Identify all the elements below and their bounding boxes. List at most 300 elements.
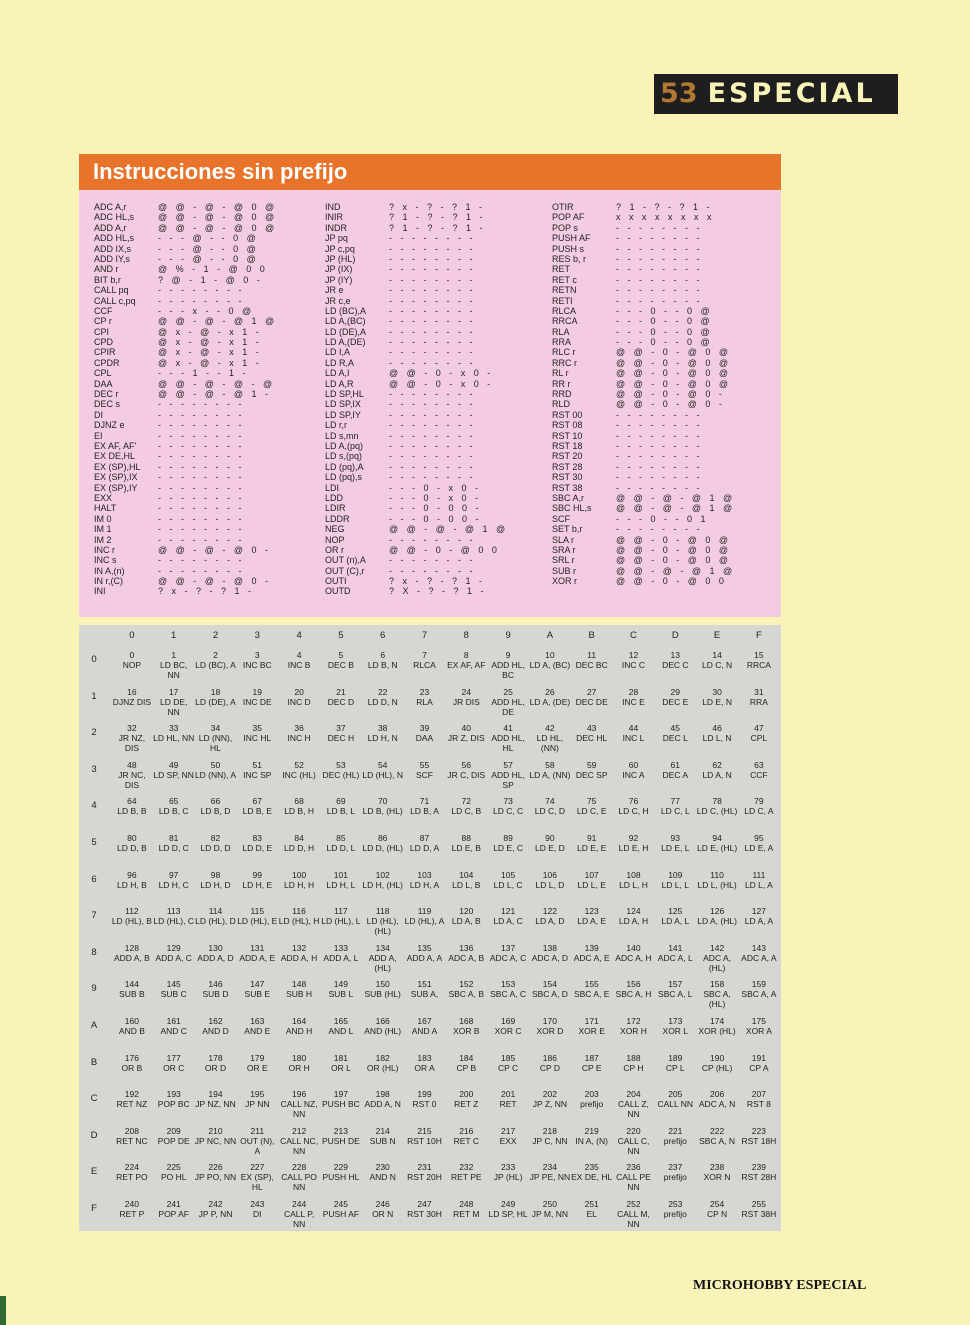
flag-values: - - - - - - - - bbox=[158, 399, 242, 410]
opcode-mnemonic: LD H, B bbox=[117, 879, 147, 890]
mnemonic: DEC r bbox=[94, 389, 119, 400]
flag-values: - - - - - - - - bbox=[158, 420, 242, 431]
opcode-cell bbox=[404, 756, 446, 793]
opcode-cell bbox=[613, 829, 655, 866]
opcode-cell bbox=[362, 975, 404, 1012]
flag-row bbox=[94, 431, 274, 441]
flag-values: - - - - - - - - bbox=[389, 233, 473, 244]
opcode-number: 126 bbox=[709, 906, 725, 917]
opcode-cell bbox=[445, 1122, 487, 1159]
opcode-cell bbox=[654, 975, 696, 1012]
flag-row bbox=[325, 451, 505, 461]
opcode-number: 147 bbox=[250, 979, 265, 990]
mnemonic: LD SP,IY bbox=[325, 409, 361, 420]
opcode-cell bbox=[362, 1049, 404, 1086]
mnemonic: NEG bbox=[325, 524, 345, 535]
opcode-cell bbox=[404, 829, 446, 866]
opcode-cell bbox=[195, 1158, 237, 1195]
opcode-number: 188 bbox=[626, 1052, 641, 1063]
opcode-cell bbox=[529, 719, 571, 756]
opcode-mnemonic: SUB N bbox=[369, 1135, 396, 1146]
opcode-mnemonic: PO HL bbox=[160, 1172, 187, 1183]
opcode-cell bbox=[571, 792, 613, 829]
opcode-cell bbox=[654, 792, 696, 829]
opcode-mnemonic: DEC (HL) bbox=[322, 769, 360, 780]
opcode-number: 245 bbox=[333, 1199, 348, 1209]
opcode-mnemonic: PUSH DE bbox=[322, 1135, 360, 1146]
column-header: 4 bbox=[296, 630, 302, 641]
opcode-mnemonic: XOR L bbox=[662, 1026, 689, 1036]
opcode-number: 217 bbox=[500, 1125, 516, 1136]
flag-values: - - - - - - - - bbox=[158, 440, 242, 451]
opcode-cell bbox=[362, 646, 404, 683]
mnemonic: IM 2 bbox=[94, 534, 112, 545]
opcode-mnemonic: INC A bbox=[622, 769, 645, 780]
opcode-mnemonic: OR H bbox=[288, 1062, 310, 1073]
opcode-mnemonic: XOR A bbox=[745, 1026, 772, 1036]
opcode-mnemonic: AND E bbox=[244, 1026, 271, 1036]
opcode-number: 115 bbox=[250, 906, 265, 917]
opcode-mnemonic: LD H, A bbox=[409, 879, 440, 890]
flag-row bbox=[325, 306, 505, 316]
opcode-cell bbox=[571, 1085, 613, 1122]
flag-row bbox=[552, 524, 732, 534]
mnemonic: XOR r bbox=[552, 576, 578, 587]
opcode-number: 59 bbox=[586, 759, 597, 770]
flag-row bbox=[325, 368, 505, 378]
mnemonic: RLC r bbox=[552, 347, 576, 358]
row-header: 4 bbox=[91, 800, 97, 812]
flag-values: @ @ - 0 - @ 0 @ bbox=[616, 357, 729, 368]
flag-row bbox=[325, 493, 505, 503]
opcode-mnemonic: PUSH BC bbox=[322, 1099, 360, 1110]
flag-row bbox=[94, 202, 274, 212]
flag-row bbox=[552, 431, 732, 441]
opcode-cell bbox=[738, 866, 780, 903]
opcode-number: 51 bbox=[252, 759, 263, 770]
opcode-cell bbox=[236, 1012, 278, 1049]
row-header: 9 bbox=[91, 983, 97, 995]
flag-values: ? 1 - ? - ? 1 - bbox=[389, 222, 483, 233]
flag-row bbox=[94, 483, 274, 493]
opcode-number: 57 bbox=[503, 759, 513, 770]
opcode-mnemonic: LD B, B bbox=[117, 806, 147, 817]
opcode-cell bbox=[613, 792, 655, 829]
opcode-mnemonic: SBC A, L bbox=[658, 989, 693, 1000]
opcode-number: 55 bbox=[419, 759, 430, 770]
opcode-mnemonic: POP AF bbox=[158, 1209, 189, 1219]
mnemonic: LDD bbox=[325, 492, 344, 503]
opcode-number: 240 bbox=[124, 1199, 139, 1209]
mnemonic: NOP bbox=[325, 534, 345, 545]
opcode-mnemonic: JP Z, NN bbox=[532, 1099, 568, 1110]
flag-row bbox=[552, 358, 732, 368]
flag-values: - - - - - - - - bbox=[389, 253, 473, 264]
flag-values: @ @ - 0 - @ 0 @ bbox=[616, 555, 729, 566]
opcode-number: 203 bbox=[584, 1089, 599, 1100]
opcode-cell bbox=[153, 756, 195, 793]
opcode-cell bbox=[654, 902, 696, 939]
flag-values: @ @ - @ - @ - @ bbox=[158, 378, 273, 389]
opcode-cell bbox=[362, 683, 404, 720]
opcode-number: 195 bbox=[250, 1089, 265, 1100]
opcode-cell bbox=[111, 866, 153, 903]
opcode-mnemonic: LD D, C bbox=[158, 843, 189, 853]
flag-row bbox=[552, 441, 732, 451]
opcode-number: 103 bbox=[417, 869, 432, 880]
mnemonic: SLA r bbox=[552, 534, 575, 545]
opcode-mnemonic: SUB L bbox=[328, 989, 354, 1000]
row-header: 7 bbox=[91, 910, 97, 922]
opcode-mnemonic: XOR (HL) bbox=[698, 1026, 736, 1036]
opcode-number: 34 bbox=[210, 723, 221, 734]
opcode-number: 248 bbox=[459, 1199, 474, 1209]
opcode-number: 134 bbox=[375, 942, 390, 953]
row-header: E bbox=[90, 1166, 98, 1178]
opcode-cell bbox=[195, 975, 237, 1012]
opcode-cell bbox=[153, 866, 195, 903]
flag-row bbox=[325, 212, 505, 222]
opcode-mnemonic: SCF bbox=[415, 769, 433, 780]
opcode-mnemonic: INC SP bbox=[243, 769, 272, 780]
opcode-number: 23 bbox=[419, 686, 430, 697]
opcode-cell bbox=[738, 683, 780, 720]
opcode-cell bbox=[362, 902, 404, 939]
flag-values: @ @ - 0 - x 0 - bbox=[389, 378, 491, 389]
opcode-mnemonic: ADD A, A bbox=[406, 952, 443, 963]
opcode-number: 2 bbox=[213, 650, 218, 660]
opcode-cell bbox=[696, 866, 738, 903]
opcode-cell bbox=[738, 756, 780, 793]
flag-row bbox=[94, 212, 274, 222]
opcode-number: 226 bbox=[208, 1162, 223, 1173]
opcode-cell bbox=[696, 975, 738, 1012]
opcode-number: 25 bbox=[503, 686, 513, 697]
opcode-cell bbox=[613, 1085, 655, 1122]
opcode-mnemonic: DJNZ DIS bbox=[112, 696, 152, 707]
opcode-number: 90 bbox=[545, 833, 555, 843]
opcode-cell bbox=[529, 792, 571, 829]
opcode-number: 16 bbox=[127, 686, 137, 697]
opcode-number: 142 bbox=[709, 942, 725, 953]
flag-row bbox=[325, 483, 505, 493]
opcode-number: 222 bbox=[709, 1125, 725, 1136]
mnemonic: LD SP,IX bbox=[325, 399, 361, 410]
opcode-mnemonic: CPL bbox=[750, 733, 768, 744]
opcode-mnemonic: DEC A bbox=[662, 769, 689, 780]
opcode-mnemonic: RST 10H bbox=[407, 1135, 442, 1146]
column-header: E bbox=[713, 630, 721, 641]
flag-row bbox=[552, 337, 732, 347]
opcode-number: 0 bbox=[129, 650, 135, 660]
opcode-number: 41 bbox=[503, 723, 513, 734]
opcode-cell bbox=[529, 1158, 571, 1195]
opcode-mnemonic: LD A, A bbox=[744, 916, 774, 927]
opcode-mnemonic: AND A bbox=[411, 1026, 438, 1036]
opcode-cell bbox=[111, 939, 153, 976]
opcode-cell bbox=[153, 939, 195, 976]
flag-values: - - - - - - - - bbox=[616, 285, 700, 296]
opcode-cell bbox=[487, 1049, 529, 1086]
column-header: 6 bbox=[380, 630, 386, 641]
opcode-number: 114 bbox=[208, 906, 223, 917]
opcode-cell bbox=[696, 829, 738, 866]
opcode-mnemonic: RRCA bbox=[746, 660, 771, 670]
flag-values: - - - - - - - - bbox=[158, 451, 242, 462]
opcode-number: 75 bbox=[586, 796, 597, 807]
opcode-cell bbox=[236, 866, 278, 903]
opcode-cell bbox=[153, 1012, 195, 1049]
opcode-cell bbox=[571, 1012, 613, 1049]
opcode-cell bbox=[487, 1158, 529, 1195]
opcode-mnemonic: SBC A, D bbox=[531, 989, 568, 1000]
opcode-number: 106 bbox=[542, 869, 557, 880]
opcode-mnemonic: INC HL bbox=[243, 733, 272, 744]
opcode-mnemonic: LD L, L bbox=[661, 879, 689, 890]
flag-row bbox=[94, 555, 274, 565]
opcode-cell bbox=[320, 792, 362, 829]
flag-row bbox=[552, 535, 732, 545]
flag-values: - - - @ - - 0 @ bbox=[158, 243, 256, 254]
opcode-number: 171 bbox=[584, 1016, 599, 1026]
opcode-mnemonic: LD A, E bbox=[577, 916, 607, 927]
opcode-cell bbox=[654, 719, 696, 756]
opcode-mnemonic: LD B, A bbox=[410, 806, 439, 817]
opcode-mnemonic: AND L bbox=[328, 1026, 354, 1036]
opcode-cell bbox=[236, 939, 278, 976]
row-header: A bbox=[90, 1020, 98, 1031]
opcode-mnemonic: LD B, (HL) bbox=[362, 806, 403, 817]
opcode-mnemonic: LD C, H bbox=[618, 806, 649, 817]
opcode-number: 123 bbox=[584, 906, 599, 917]
opcode-cell bbox=[195, 792, 237, 829]
flags-column-2 bbox=[325, 202, 505, 597]
opcode-mnemonic: INC BC bbox=[242, 660, 272, 670]
opcode-number: 3 bbox=[254, 650, 260, 660]
mnemonic: IND bbox=[325, 202, 341, 212]
flag-row bbox=[325, 337, 505, 347]
mnemonic: SBC A,r bbox=[552, 492, 585, 503]
opcode-number: 83 bbox=[252, 833, 263, 843]
opcode-number: 69 bbox=[336, 796, 346, 807]
row-header: 3 bbox=[91, 763, 97, 775]
opcode-cell bbox=[571, 719, 613, 756]
opcode-number: 244 bbox=[291, 1199, 307, 1209]
mnemonic: IM 0 bbox=[94, 513, 112, 524]
opcode-number: 163 bbox=[250, 1016, 265, 1026]
opcode-mnemonic: SBC A, B bbox=[448, 989, 484, 1000]
opcode-cell bbox=[696, 1012, 738, 1049]
opcode-cell bbox=[278, 902, 320, 939]
flag-row bbox=[552, 379, 732, 389]
opcode-cell bbox=[738, 1085, 780, 1122]
opcode-mnemonic: LD A, L bbox=[661, 916, 690, 927]
mnemonic: SRA r bbox=[552, 544, 576, 555]
opcode-number: 213 bbox=[333, 1125, 348, 1136]
opcode-cell bbox=[111, 1049, 153, 1086]
opcode-mnemonic: XOR C bbox=[494, 1026, 522, 1036]
opcode-number: 118 bbox=[375, 906, 390, 917]
opcode-number: 205 bbox=[668, 1089, 683, 1100]
opcode-row bbox=[79, 756, 781, 793]
flag-row bbox=[94, 223, 274, 233]
opcode-mnemonic: JR C, DIS bbox=[447, 769, 486, 780]
opcode-number: 66 bbox=[210, 796, 221, 807]
flag-row bbox=[325, 316, 505, 326]
opcode-number: 29 bbox=[670, 686, 681, 697]
opcode-mnemonic: ADC A, (HL) bbox=[703, 952, 732, 973]
opcode-number: 154 bbox=[542, 979, 557, 990]
opcode-number: 155 bbox=[584, 979, 599, 990]
opcode-cell bbox=[320, 975, 362, 1012]
column-header: 1 bbox=[171, 630, 177, 641]
opcode-mnemonic: LD D, H bbox=[283, 843, 315, 853]
mnemonic: RL r bbox=[552, 368, 569, 379]
mnemonic: RRC r bbox=[552, 357, 577, 368]
opcode-number: 149 bbox=[333, 979, 348, 990]
flag-values: - - - - - - - - bbox=[389, 347, 473, 358]
opcode-number: 179 bbox=[250, 1052, 265, 1063]
opcode-mnemonic: CP B bbox=[456, 1062, 477, 1073]
flag-values: @ @ - 0 - @ 0 @ bbox=[616, 368, 729, 379]
flag-row bbox=[552, 223, 732, 233]
opcode-mnemonic: RST 0 bbox=[412, 1099, 437, 1110]
flag-values: - - - 0 - x 0 - bbox=[389, 492, 478, 503]
opcode-cell bbox=[696, 902, 738, 939]
opcode-mnemonic: LD E, B bbox=[451, 843, 481, 853]
opcode-row bbox=[79, 646, 781, 683]
mnemonic: JR c,e bbox=[325, 295, 351, 306]
opcode-number: 211 bbox=[250, 1125, 265, 1136]
opcode-cell bbox=[236, 902, 278, 939]
opcode-cell bbox=[445, 975, 487, 1012]
flag-row bbox=[552, 514, 732, 524]
mnemonic: LD A,(pq) bbox=[325, 440, 364, 451]
opcode-cell bbox=[362, 1158, 404, 1195]
opcode-cell bbox=[738, 1012, 780, 1049]
opcode-cell bbox=[696, 939, 738, 976]
flag-row bbox=[94, 306, 274, 316]
opcode-mnemonic: RET NZ bbox=[116, 1099, 148, 1110]
mnemonic: PUSH AF bbox=[552, 233, 591, 244]
mnemonic: SUB r bbox=[552, 565, 577, 576]
opcode-mnemonic: LD H, H bbox=[283, 879, 315, 890]
opcode-cell bbox=[153, 1195, 195, 1232]
mnemonic: RET c bbox=[552, 274, 577, 285]
flag-row bbox=[552, 545, 732, 555]
flag-values: - - - - - - - - bbox=[389, 409, 473, 420]
opcode-mnemonic: CALL M, NN bbox=[617, 1209, 650, 1229]
mnemonic: LD A,(DE) bbox=[325, 337, 366, 348]
mnemonic: OUTD bbox=[325, 586, 351, 597]
opcode-cell bbox=[111, 1158, 153, 1195]
opcode-row bbox=[79, 1195, 781, 1232]
opcode-mnemonic: ADD HL, SP bbox=[491, 769, 525, 790]
opcode-mnemonic: LD BC, NN bbox=[159, 660, 188, 680]
opcode-number: 116 bbox=[292, 906, 306, 917]
opcode-mnemonic: CALL NN bbox=[657, 1099, 694, 1110]
opcode-mnemonic: OR (HL) bbox=[366, 1062, 399, 1073]
opcode-mnemonic: SBC A, H bbox=[615, 989, 652, 1000]
flag-row bbox=[94, 379, 274, 389]
opcode-number: 189 bbox=[668, 1052, 683, 1063]
opcode-cell bbox=[404, 1085, 446, 1122]
opcode-number: 98 bbox=[210, 869, 221, 880]
opcode-mnemonic: LD E, D bbox=[535, 843, 565, 853]
mnemonic: LD I,A bbox=[325, 347, 351, 358]
flag-row bbox=[552, 420, 732, 430]
opcode-cell bbox=[320, 1085, 362, 1122]
opcode-mnemonic: EX (SP), HL bbox=[240, 1172, 274, 1193]
mnemonic: LD s,mn bbox=[325, 430, 359, 441]
flag-row bbox=[94, 285, 274, 295]
opcode-cell bbox=[111, 1085, 153, 1122]
opcode-cell bbox=[404, 1122, 446, 1159]
opcode-mnemonic: SBC A, A bbox=[741, 989, 777, 1000]
opcode-number: 206 bbox=[709, 1089, 725, 1100]
flag-row bbox=[325, 586, 505, 596]
flag-row bbox=[94, 566, 274, 576]
opcode-mnemonic: ADD A, D bbox=[197, 952, 234, 963]
opcode-number: 128 bbox=[124, 942, 139, 953]
opcode-cell bbox=[571, 1158, 613, 1195]
opcode-cell bbox=[445, 1085, 487, 1122]
opcode-mnemonic: EX AF, AF bbox=[447, 660, 486, 670]
opcode-number: 110 bbox=[710, 869, 724, 880]
flags-column-3 bbox=[552, 202, 732, 586]
mnemonic: IN A,(n) bbox=[94, 565, 125, 576]
opcode-cell bbox=[404, 902, 446, 939]
opcode-cell bbox=[236, 1085, 278, 1122]
opcode-mnemonic: JR NC, DIS bbox=[118, 769, 146, 790]
opcode-number: 18 bbox=[210, 686, 221, 697]
flag-values: - - - - - - - - bbox=[616, 264, 700, 275]
opcode-mnemonic: AND D bbox=[202, 1026, 229, 1036]
opcode-mnemonic: JP C, NN bbox=[532, 1135, 568, 1146]
flag-values: @ @ - @ - @ 0 - bbox=[158, 544, 269, 555]
flag-values: - - - - - - - - bbox=[158, 503, 242, 514]
opcode-number: 251 bbox=[584, 1199, 599, 1209]
flag-values: - - - - - - - - bbox=[158, 472, 242, 483]
mnemonic: LDDR bbox=[325, 513, 350, 524]
mnemonic: EX DE,HL bbox=[94, 451, 136, 462]
flag-values: - - - 0 - - 0 1 bbox=[616, 513, 706, 524]
opcode-number: 6 bbox=[380, 650, 386, 660]
opcode-cell bbox=[111, 792, 153, 829]
opcode-mnemonic: LD B, H bbox=[284, 806, 314, 817]
flag-values: ? x - ? - ? 1 - bbox=[389, 202, 483, 212]
opcode-cell bbox=[654, 1195, 696, 1232]
row-header: D bbox=[90, 1129, 98, 1141]
opcode-cell bbox=[696, 1158, 738, 1195]
opcode-mnemonic: XOR E bbox=[578, 1026, 605, 1036]
opcode-cell bbox=[236, 756, 278, 793]
opcode-number: 136 bbox=[459, 942, 474, 953]
opcode-mnemonic: LD (HL), A bbox=[404, 916, 445, 927]
opcode-number: 164 bbox=[291, 1016, 307, 1026]
flag-row bbox=[325, 545, 505, 555]
opcode-cell bbox=[195, 902, 237, 939]
mnemonic: EX AF, AF' bbox=[94, 440, 137, 451]
opcode-mnemonic: ADD A, N bbox=[364, 1099, 401, 1110]
opcode-number: 12 bbox=[628, 650, 639, 660]
opcode-row bbox=[79, 683, 781, 720]
opcode-number: 137 bbox=[500, 942, 516, 953]
opcode-mnemonic: LD C, N bbox=[701, 660, 733, 670]
opcode-cell bbox=[278, 1122, 320, 1159]
opcode-cell bbox=[362, 792, 404, 829]
opcode-mnemonic: LD C, A bbox=[744, 806, 774, 817]
